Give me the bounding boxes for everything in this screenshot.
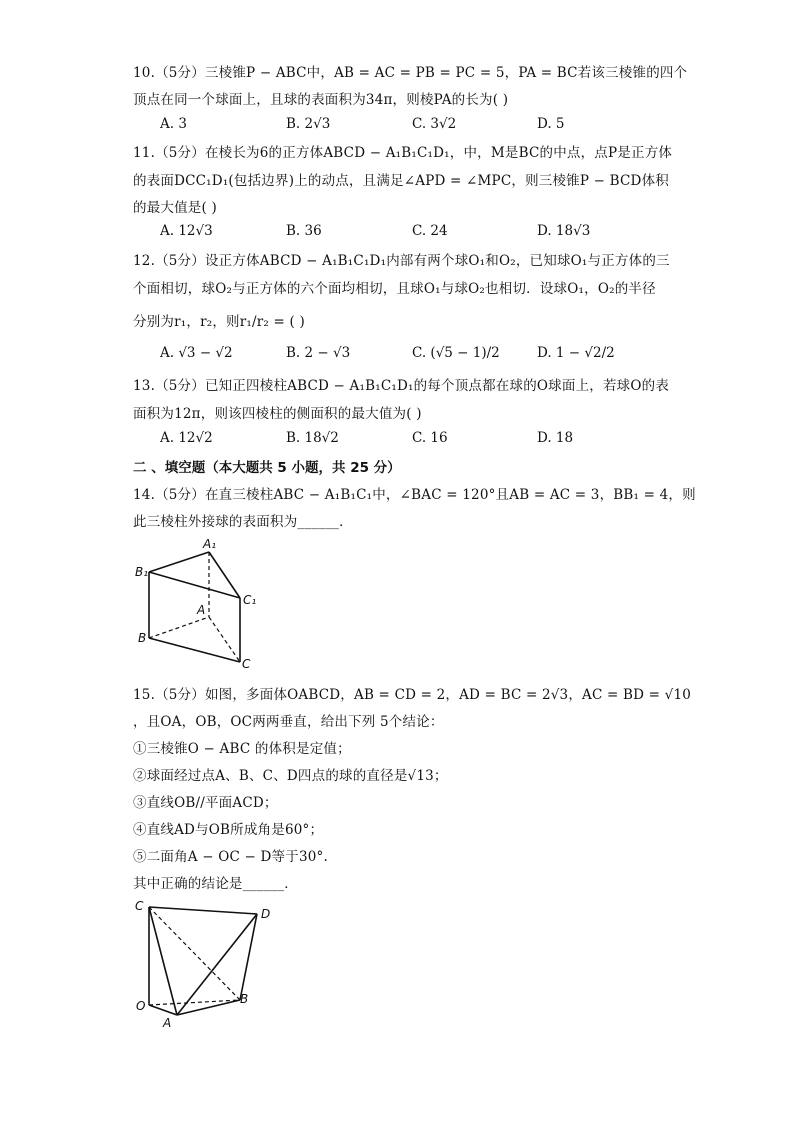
q14-line1: 14.（5分）在直三棱柱ABC − A₁B₁C₁中，∠BAC = 120°且AB = AC = 3，BB₁ = 4，则 [133,487,696,503]
label-a: A [163,1016,172,1030]
label-a: A [197,603,206,617]
q12-option-d[interactable]: D. 1 − √2/2 [537,345,615,361]
edge-ba-hidden [149,617,209,638]
label-b: B [138,631,147,645]
edge-b1a1 [149,552,209,572]
q15-item-3: ③直线OB//平面ACD； [133,795,278,811]
q15-line2: ，且OA，OB，OC两两垂直，给出下列 5个结论： [133,714,444,730]
q13-line1: 13.（5分）已知正四棱柱ABCD − A₁B₁C₁D₁的每个顶点都在球的O球面上，若球O的表 [133,378,670,394]
edge-b1c1 [149,572,240,598]
label-b1: B₁ [135,565,149,579]
q12-option-c[interactable]: C. (√5 − 1)/2 [412,345,500,361]
q10-option-a[interactable]: A. 3 [160,116,187,132]
q13-option-b[interactable]: B. 18√2 [286,430,339,446]
q12-line3: 分别为r₁，r₂，则r₁/r₂ = ( ) [133,314,305,330]
label-c: C [242,657,251,671]
label-b: B [240,992,249,1006]
edge-db [240,914,257,1000]
q13-option-a[interactable]: A. 12√2 [160,430,213,446]
q14-line2: 此三棱柱外接球的表面积为______． [133,514,353,530]
q11-line2: 的表面DCC₁D₁(包括边界)上的动点，且满足∠APD = ∠MPC，则三棱锥P − BCD体积 [133,173,669,189]
q11-line1: 11.（5分）在棱长为6的正方体ABCD − A₁B₁C₁D₁，中，M是BC的中点，点P是正方体 [133,145,673,161]
q15-polyhedron-figure [130,895,280,1035]
q13-option-c[interactable]: C. 16 [412,430,448,446]
q10-line2: 顶点在同一个球面上，且球的表面积为34π，则棱PA的长为( ) [133,92,509,108]
q10-option-c[interactable]: C. 3√2 [412,116,457,132]
q14-prism-figure [130,535,270,675]
q10-line1: 10.（5分）三棱锥P − ABC中，AB = AC = PB = PC = 5，PA = BC若该三棱锥的四个 [133,65,688,81]
q10-option-b[interactable]: B. 2√3 [286,116,331,132]
q15-conclusion: 其中正确的结论是______． [133,876,298,892]
q15-item-4: ④直线AD与OB所成角是60°； [133,822,324,838]
q12-option-b[interactable]: B. 2 − √3 [286,345,351,361]
q11-option-d[interactable]: D. 18√3 [537,223,591,239]
label-c: C [135,899,144,913]
edge-ca [149,907,177,1015]
q12-option-a[interactable]: A. √3 − √2 [160,345,233,361]
label-a1: A₁ [203,537,217,551]
q15-item-2: ②球面经过点A、B、C、D四点的球的直径是√13； [133,768,448,784]
edge-oa [149,1005,177,1015]
q12-line1: 12.（5分）设正方体ABCD − A₁B₁C₁D₁内部有两个球O₁和O₂，已知球O₁与正方体的三 [133,253,670,269]
label-d: D [261,907,271,921]
q13-line2: 面积为12π，则该四棱柱的侧面积的最大值为( ) [133,406,422,422]
q13-option-d[interactable]: D. 18 [537,430,574,446]
q15-line1: 15.（5分）如图，多面体OABCD，AB = CD = 2，AD = BC = 2√3，AC = BD = √10 [133,687,692,703]
q11-option-c[interactable]: C. 24 [412,223,448,239]
q15-item-5: ⑤二面角A − OC − D等于30°. [133,849,328,865]
q12-line2: 个面相切，球O₂与正方体的六个面均相切，且球O₁与球O₂也相切．设球O₁，O₂的半径 [133,281,656,297]
q15-item-1: ①三棱锥O − ABC 的体积是定值； [133,741,351,757]
q11-option-a[interactable]: A. 12√3 [160,223,213,239]
q11-line3: 的最大值是( ) [133,200,217,216]
label-o: O [136,999,146,1013]
q10-option-d[interactable]: D. 5 [537,116,565,132]
q11-option-b[interactable]: B. 36 [286,223,322,239]
edge-cd [149,907,257,914]
section-heading-fill-in: 二 、填空题（本大题共 5 小题，共 25 分） [133,460,401,476]
label-c1: C₁ [243,593,257,607]
